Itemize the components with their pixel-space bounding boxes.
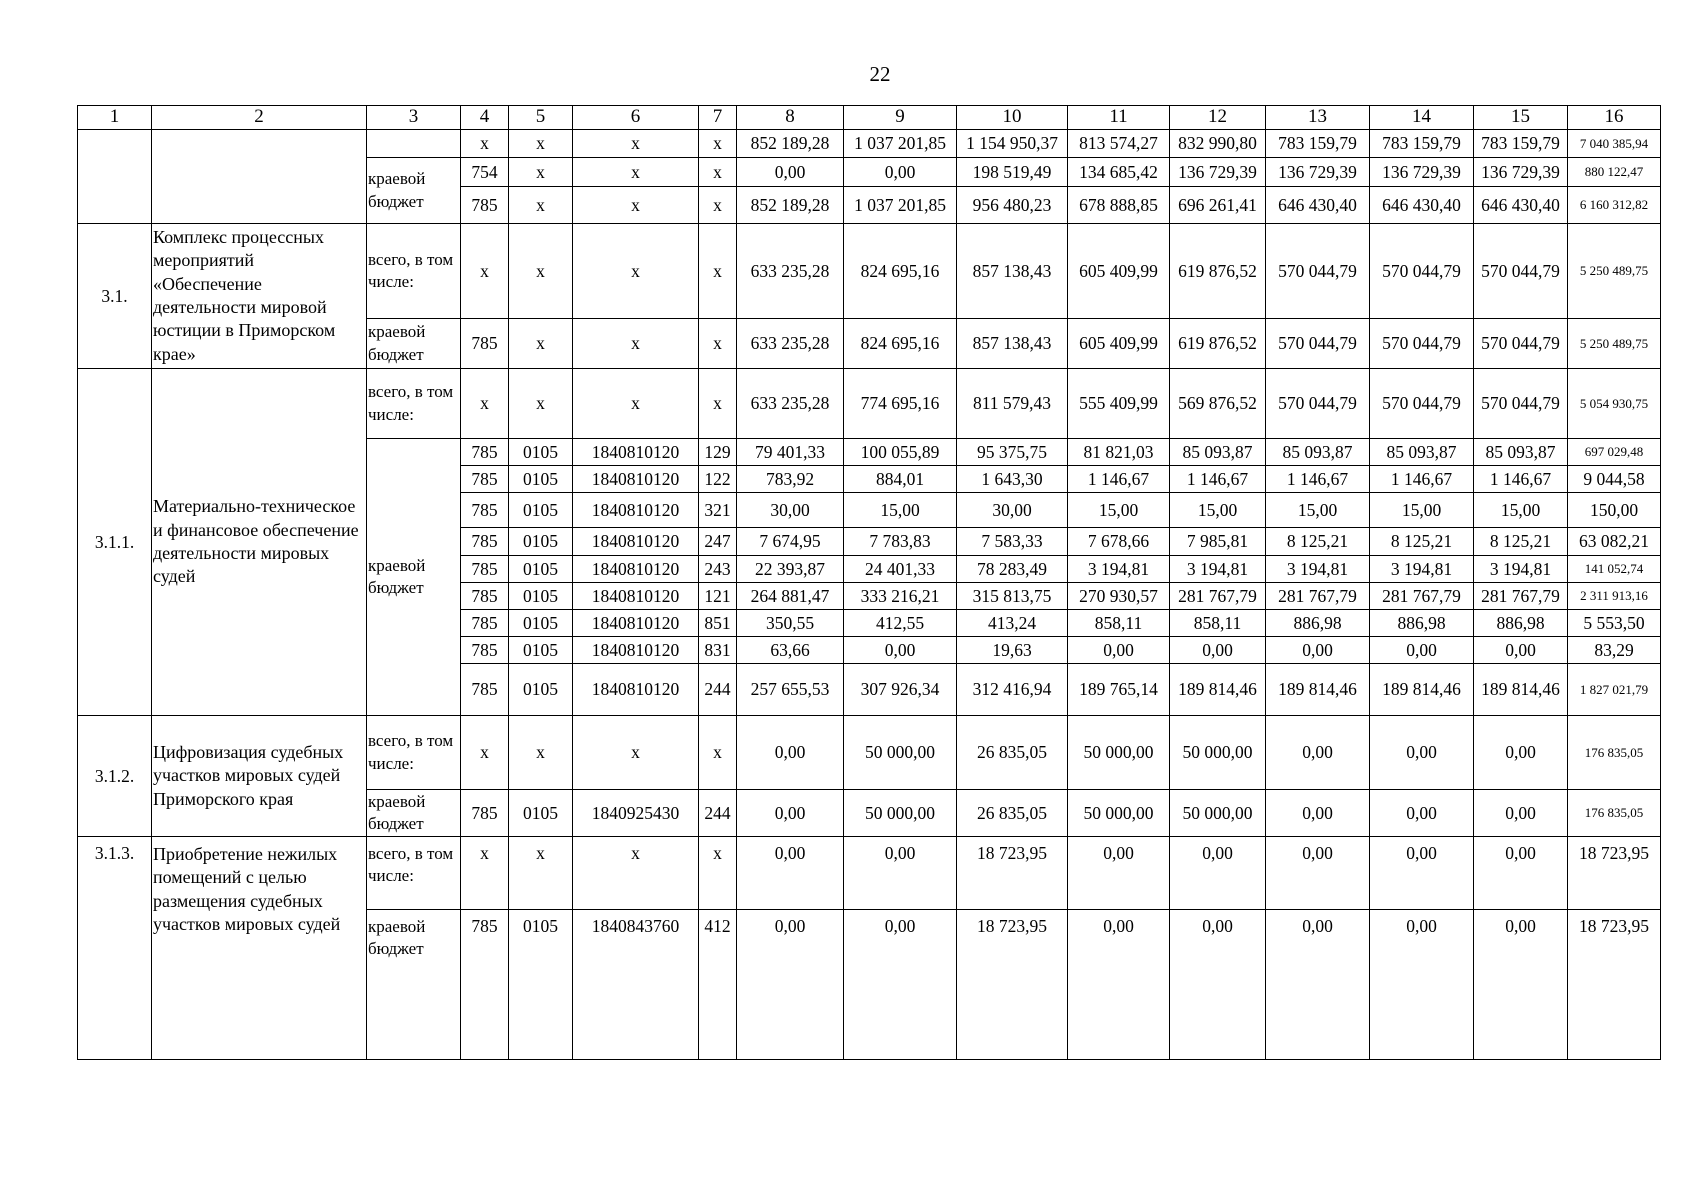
cell-value: 696 261,41 (1170, 187, 1266, 224)
cell-value: 0,00 (844, 837, 957, 910)
cell-value: 857 138,43 (957, 319, 1068, 369)
row-name: Комплекс процессных мероприятий «Обеспечение деятельности мировой юстиции в Приморском крае» (152, 224, 367, 369)
cell-value: 633 235,28 (737, 224, 844, 319)
cell-c5: 0105 (509, 493, 573, 528)
column-header: 9 (844, 106, 957, 130)
cell-value: 30,00 (737, 493, 844, 528)
cell-value: 30,00 (957, 493, 1068, 528)
cell-value: 0,00 (844, 158, 957, 187)
cell-value: 22 393,87 (737, 556, 844, 583)
column-header: 6 (573, 106, 699, 130)
cell-value: 18 723,95 (1568, 837, 1661, 910)
cell-value: 136 729,39 (1266, 158, 1370, 187)
cell-value: 136 729,39 (1370, 158, 1474, 187)
cell-c5: x (509, 716, 573, 790)
budget-table (77, 105, 1661, 1060)
cell-value: 0,00 (1068, 837, 1170, 910)
cell-value: 50 000,00 (1068, 716, 1170, 790)
row-number: 3.1.2. (78, 716, 152, 837)
cell-c7: x (699, 837, 737, 910)
cell-value: 189 814,46 (1266, 664, 1370, 716)
cell-value: 333 216,21 (844, 583, 957, 610)
cell-value: 619 876,52 (1170, 224, 1266, 319)
cell-value: 813 574,27 (1068, 130, 1170, 158)
cell-c4: 785 (461, 466, 509, 493)
cell-value: 264 881,47 (737, 583, 844, 610)
cell-c6: 1840810120 (573, 610, 699, 637)
cell-value: 1 154 950,37 (957, 130, 1068, 158)
column-header: 13 (1266, 106, 1370, 130)
cell-value: 85 093,87 (1370, 439, 1474, 466)
source-label: краевой бюджет (367, 319, 461, 369)
cell-c5: x (509, 158, 573, 187)
cell-value: 412,55 (844, 610, 957, 637)
row-number-cell (78, 130, 152, 224)
cell-c7: x (699, 130, 737, 158)
table-row (78, 369, 1661, 439)
cell-value: 0,00 (1266, 837, 1370, 910)
cell-c4: x (461, 130, 509, 158)
cell-value: 7 985,81 (1170, 528, 1266, 556)
cell-c6: 1840810120 (573, 439, 699, 466)
cell-c5: x (509, 837, 573, 910)
source-label: всего, в том числе: (367, 716, 461, 790)
cell-c6: x (573, 158, 699, 187)
cell-value: 555 409,99 (1068, 369, 1170, 439)
cell-c6: x (573, 319, 699, 369)
cell-value: 50 000,00 (844, 790, 957, 837)
cell-c6: x (573, 130, 699, 158)
cell-value: 257 655,53 (737, 664, 844, 716)
cell-c5: 0105 (509, 583, 573, 610)
cell-value: 5 250 489,75 (1568, 224, 1661, 319)
cell-c6: x (573, 187, 699, 224)
cell-value: 605 409,99 (1068, 319, 1170, 369)
cell-value: 15,00 (1370, 493, 1474, 528)
cell-value: 0,00 (737, 910, 844, 1060)
cell-value: 1 037 201,85 (844, 187, 957, 224)
cell-value: 1 827 021,79 (1568, 664, 1661, 716)
cell-value: 678 888,85 (1068, 187, 1170, 224)
cell-value: 857 138,43 (957, 224, 1068, 319)
cell-value: 570 044,79 (1474, 319, 1568, 369)
cell-value: 852 189,28 (737, 187, 844, 224)
cell-value: 63,66 (737, 637, 844, 664)
column-header: 7 (699, 106, 737, 130)
cell-c6: 1840810120 (573, 493, 699, 528)
cell-value: 15,00 (1068, 493, 1170, 528)
cell-value: 570 044,79 (1266, 319, 1370, 369)
cell-value: 1 146,67 (1068, 466, 1170, 493)
cell-c5: x (509, 319, 573, 369)
cell-value: 619 876,52 (1170, 319, 1266, 369)
cell-value: 18 723,95 (1568, 910, 1661, 1060)
cell-c7: x (699, 158, 737, 187)
cell-c4: 785 (461, 583, 509, 610)
cell-c4: 785 (461, 556, 509, 583)
cell-value: 0,00 (1266, 790, 1370, 837)
cell-c7: x (699, 319, 737, 369)
column-header: 12 (1170, 106, 1266, 130)
cell-value: 3 194,81 (1370, 556, 1474, 583)
cell-value: 0,00 (1474, 716, 1568, 790)
cell-c6: 1840810120 (573, 528, 699, 556)
cell-value: 0,00 (1266, 910, 1370, 1060)
cell-c6: 1840810120 (573, 664, 699, 716)
cell-value: 307 926,34 (844, 664, 957, 716)
cell-c5: 0105 (509, 910, 573, 1060)
cell-value: 0,00 (1068, 910, 1170, 1060)
cell-value: 24 401,33 (844, 556, 957, 583)
cell-value: 633 235,28 (737, 319, 844, 369)
cell-value: 0,00 (844, 910, 957, 1060)
cell-value: 18 723,95 (957, 910, 1068, 1060)
cell-value: 15,00 (1170, 493, 1266, 528)
column-header: 4 (461, 106, 509, 130)
cell-value: 0,00 (737, 158, 844, 187)
cell-value: 697 029,48 (1568, 439, 1661, 466)
cell-c7: x (699, 716, 737, 790)
cell-value: 7 678,66 (1068, 528, 1170, 556)
cell-value: 6 160 312,82 (1568, 187, 1661, 224)
cell-c5: x (509, 130, 573, 158)
cell-value: 824 695,16 (844, 319, 957, 369)
column-header: 10 (957, 106, 1068, 130)
source-label: всего, в том числе: (367, 224, 461, 319)
cell-c4: 785 (461, 790, 509, 837)
cell-value: 18 723,95 (957, 837, 1068, 910)
page-number: 22 (869, 62, 891, 86)
cell-value: 134 685,42 (1068, 158, 1170, 187)
cell-value: 646 430,40 (1266, 187, 1370, 224)
row-name: Цифровизация судебных участков мировых судей Приморского края (152, 716, 367, 837)
cell-value: 0,00 (737, 716, 844, 790)
cell-c4: 785 (461, 493, 509, 528)
cell-value: 7 783,83 (844, 528, 957, 556)
cell-c6: 1840810120 (573, 466, 699, 493)
cell-value: 2 311 913,16 (1568, 583, 1661, 610)
cell-c6: 1840810120 (573, 583, 699, 610)
cell-value: 0,00 (1068, 637, 1170, 664)
cell-value: 3 194,81 (1170, 556, 1266, 583)
cell-value: 15,00 (1266, 493, 1370, 528)
cell-c7: 121 (699, 583, 737, 610)
cell-value: 0,00 (737, 790, 844, 837)
cell-value: 189 814,46 (1370, 664, 1474, 716)
cell-value: 83,29 (1568, 637, 1661, 664)
cell-c5: x (509, 224, 573, 319)
cell-c7: 247 (699, 528, 737, 556)
cell-c4: 785 (461, 664, 509, 716)
cell-c4: 785 (461, 187, 509, 224)
cell-value: 0,00 (1266, 716, 1370, 790)
cell-value: 8 125,21 (1474, 528, 1568, 556)
cell-value: 189 765,14 (1068, 664, 1170, 716)
row-number: 3.1.3. (78, 837, 152, 1060)
cell-value: 1 146,67 (1370, 466, 1474, 493)
cell-c5: 0105 (509, 556, 573, 583)
cell-c7: 129 (699, 439, 737, 466)
source-label: краевой бюджет (367, 439, 461, 716)
column-header: 11 (1068, 106, 1170, 130)
cell-value: 886,98 (1266, 610, 1370, 637)
cell-value: 569 876,52 (1170, 369, 1266, 439)
cell-value: 150,00 (1568, 493, 1661, 528)
table-row (78, 837, 1661, 910)
cell-value: 1 643,30 (957, 466, 1068, 493)
cell-value: 281 767,79 (1474, 583, 1568, 610)
cell-c4: 785 (461, 637, 509, 664)
source-label: краевой бюджет (367, 790, 461, 837)
cell-value: 141 052,74 (1568, 556, 1661, 583)
cell-value: 198 519,49 (957, 158, 1068, 187)
column-header: 8 (737, 106, 844, 130)
cell-value: 774 695,16 (844, 369, 957, 439)
cell-value: 0,00 (1370, 910, 1474, 1060)
cell-c7: x (699, 369, 737, 439)
cell-value: 646 430,40 (1370, 187, 1474, 224)
column-header: 3 (367, 106, 461, 130)
source-label: краевой бюджет (367, 910, 461, 1060)
cell-c4: x (461, 369, 509, 439)
cell-value: 570 044,79 (1266, 224, 1370, 319)
cell-c4: 785 (461, 439, 509, 466)
cell-c7: x (699, 187, 737, 224)
cell-value: 189 814,46 (1474, 664, 1568, 716)
cell-value: 3 194,81 (1266, 556, 1370, 583)
cell-value: 0,00 (1370, 790, 1474, 837)
cell-value: 176 835,05 (1568, 790, 1661, 837)
cell-c4: x (461, 716, 509, 790)
cell-value: 605 409,99 (1068, 224, 1170, 319)
cell-value: 880 122,47 (1568, 158, 1661, 187)
cell-value: 570 044,79 (1370, 369, 1474, 439)
cell-value: 312 416,94 (957, 664, 1068, 716)
cell-value: 81 821,03 (1068, 439, 1170, 466)
cell-value: 8 125,21 (1370, 528, 1474, 556)
cell-c5: 0105 (509, 637, 573, 664)
cell-c6: x (573, 224, 699, 319)
cell-c4: 754 (461, 158, 509, 187)
cell-value: 315 813,75 (957, 583, 1068, 610)
cell-value: 0,00 (1474, 790, 1568, 837)
cell-value: 0,00 (1370, 637, 1474, 664)
cell-c5: 0105 (509, 466, 573, 493)
cell-c7: 244 (699, 664, 737, 716)
cell-value: 26 835,05 (957, 790, 1068, 837)
column-header: 14 (1370, 106, 1474, 130)
cell-value: 350,55 (737, 610, 844, 637)
row-name: Материально-техническое и финансовое обеспечение деятельности мировых судей (152, 369, 367, 716)
cell-value: 136 729,39 (1170, 158, 1266, 187)
cell-c7: x (699, 224, 737, 319)
cell-value: 1 146,67 (1266, 466, 1370, 493)
cell-c6: 1840925430 (573, 790, 699, 837)
cell-value: 1 146,67 (1170, 466, 1266, 493)
cell-value: 0,00 (1170, 910, 1266, 1060)
cell-value: 5 553,50 (1568, 610, 1661, 637)
row-name: Приобретение нежилых помещений с целью размещения судебных участков мировых судей (152, 837, 367, 1060)
cell-c5: 0105 (509, 439, 573, 466)
column-header: 2 (152, 106, 367, 130)
cell-c7: 831 (699, 637, 737, 664)
table-row (78, 130, 1661, 158)
cell-c4: x (461, 224, 509, 319)
cell-value: 5 054 930,75 (1568, 369, 1661, 439)
cell-c4: 785 (461, 910, 509, 1060)
cell-c7: 321 (699, 493, 737, 528)
row-number: 3.1.1. (78, 369, 152, 716)
cell-value: 0,00 (1474, 837, 1568, 910)
cell-c6: 1840810120 (573, 637, 699, 664)
cell-value: 570 044,79 (1474, 369, 1568, 439)
cell-value: 886,98 (1370, 610, 1474, 637)
cell-value: 270 930,57 (1068, 583, 1170, 610)
cell-value: 832 990,80 (1170, 130, 1266, 158)
cell-c5: 0105 (509, 528, 573, 556)
cell-value: 7 040 385,94 (1568, 130, 1661, 158)
cell-c6: 1840810120 (573, 556, 699, 583)
cell-value: 956 480,23 (957, 187, 1068, 224)
cell-value: 176 835,05 (1568, 716, 1661, 790)
table-row (78, 224, 1661, 319)
cell-value: 0,00 (1170, 637, 1266, 664)
cell-value: 570 044,79 (1474, 224, 1568, 319)
cell-value: 3 194,81 (1474, 556, 1568, 583)
cell-value: 85 093,87 (1266, 439, 1370, 466)
cell-value: 50 000,00 (1170, 716, 1266, 790)
cell-value: 9 044,58 (1568, 466, 1661, 493)
cell-value: 783 159,79 (1370, 130, 1474, 158)
cell-c7: 851 (699, 610, 737, 637)
cell-c6: x (573, 369, 699, 439)
column-header: 16 (1568, 106, 1661, 130)
cell-c7: 122 (699, 466, 737, 493)
cell-value: 50 000,00 (1068, 790, 1170, 837)
cell-value: 50 000,00 (844, 716, 957, 790)
cell-value: 858,11 (1068, 610, 1170, 637)
cell-value: 95 375,75 (957, 439, 1068, 466)
cell-c7: 244 (699, 790, 737, 837)
cell-value: 783 159,79 (1474, 130, 1568, 158)
cell-value: 858,11 (1170, 610, 1266, 637)
cell-value: 0,00 (1370, 716, 1474, 790)
cell-value: 570 044,79 (1370, 224, 1474, 319)
cell-value: 281 767,79 (1266, 583, 1370, 610)
cell-value: 633 235,28 (737, 369, 844, 439)
row-number: 3.1. (78, 224, 152, 369)
cell-c6: 1840843760 (573, 910, 699, 1060)
cell-c5: 0105 (509, 664, 573, 716)
cell-value: 0,00 (1170, 837, 1266, 910)
source-label: всего, в том числе: (367, 837, 461, 910)
cell-value: 884,01 (844, 466, 957, 493)
cell-value: 78 283,49 (957, 556, 1068, 583)
cell-value: 15,00 (1474, 493, 1568, 528)
cell-value: 8 125,21 (1266, 528, 1370, 556)
cell-value: 79 401,33 (737, 439, 844, 466)
column-header: 1 (78, 106, 152, 130)
row-name-cell (152, 130, 367, 224)
source-label: всего, в том числе: (367, 369, 461, 439)
cell-c5: 0105 (509, 610, 573, 637)
source-cell (367, 130, 461, 158)
cell-c4: 785 (461, 610, 509, 637)
cell-c5: x (509, 187, 573, 224)
cell-value: 50 000,00 (1170, 790, 1266, 837)
cell-value: 281 767,79 (1370, 583, 1474, 610)
cell-value: 783,92 (737, 466, 844, 493)
cell-value: 15,00 (844, 493, 957, 528)
cell-c6: x (573, 716, 699, 790)
cell-value: 0,00 (737, 837, 844, 910)
cell-value: 570 044,79 (1370, 319, 1474, 369)
cell-c7: 412 (699, 910, 737, 1060)
cell-value: 7 583,33 (957, 528, 1068, 556)
cell-value: 26 835,05 (957, 716, 1068, 790)
cell-c4: 785 (461, 528, 509, 556)
cell-value: 5 250 489,75 (1568, 319, 1661, 369)
cell-value: 1 037 201,85 (844, 130, 957, 158)
cell-value: 281 767,79 (1170, 583, 1266, 610)
cell-value: 85 093,87 (1170, 439, 1266, 466)
cell-value: 136 729,39 (1474, 158, 1568, 187)
source-label: краевой бюджет (367, 158, 461, 224)
cell-value: 646 430,40 (1474, 187, 1568, 224)
cell-value: 7 674,95 (737, 528, 844, 556)
cell-c5: 0105 (509, 790, 573, 837)
cell-value: 824 695,16 (844, 224, 957, 319)
cell-value: 852 189,28 (737, 130, 844, 158)
cell-value: 85 093,87 (1474, 439, 1568, 466)
cell-value: 783 159,79 (1266, 130, 1370, 158)
cell-c6: x (573, 837, 699, 910)
cell-value: 19,63 (957, 637, 1068, 664)
cell-value: 0,00 (1266, 637, 1370, 664)
cell-value: 0,00 (1474, 910, 1568, 1060)
column-header: 5 (509, 106, 573, 130)
cell-c5: x (509, 369, 573, 439)
column-header: 15 (1474, 106, 1568, 130)
cell-value: 63 082,21 (1568, 528, 1661, 556)
table-row (78, 716, 1661, 790)
cell-value: 0,00 (1370, 837, 1474, 910)
cell-value: 100 055,89 (844, 439, 957, 466)
cell-value: 0,00 (1474, 637, 1568, 664)
cell-value: 570 044,79 (1266, 369, 1370, 439)
cell-value: 413,24 (957, 610, 1068, 637)
cell-value: 886,98 (1474, 610, 1568, 637)
cell-c4: 785 (461, 319, 509, 369)
cell-c4: x (461, 837, 509, 910)
cell-value: 0,00 (844, 637, 957, 664)
header-row (78, 106, 1661, 130)
cell-value: 1 146,67 (1474, 466, 1568, 493)
cell-value: 811 579,43 (957, 369, 1068, 439)
cell-value: 189 814,46 (1170, 664, 1266, 716)
cell-c7: 243 (699, 556, 737, 583)
cell-value: 3 194,81 (1068, 556, 1170, 583)
